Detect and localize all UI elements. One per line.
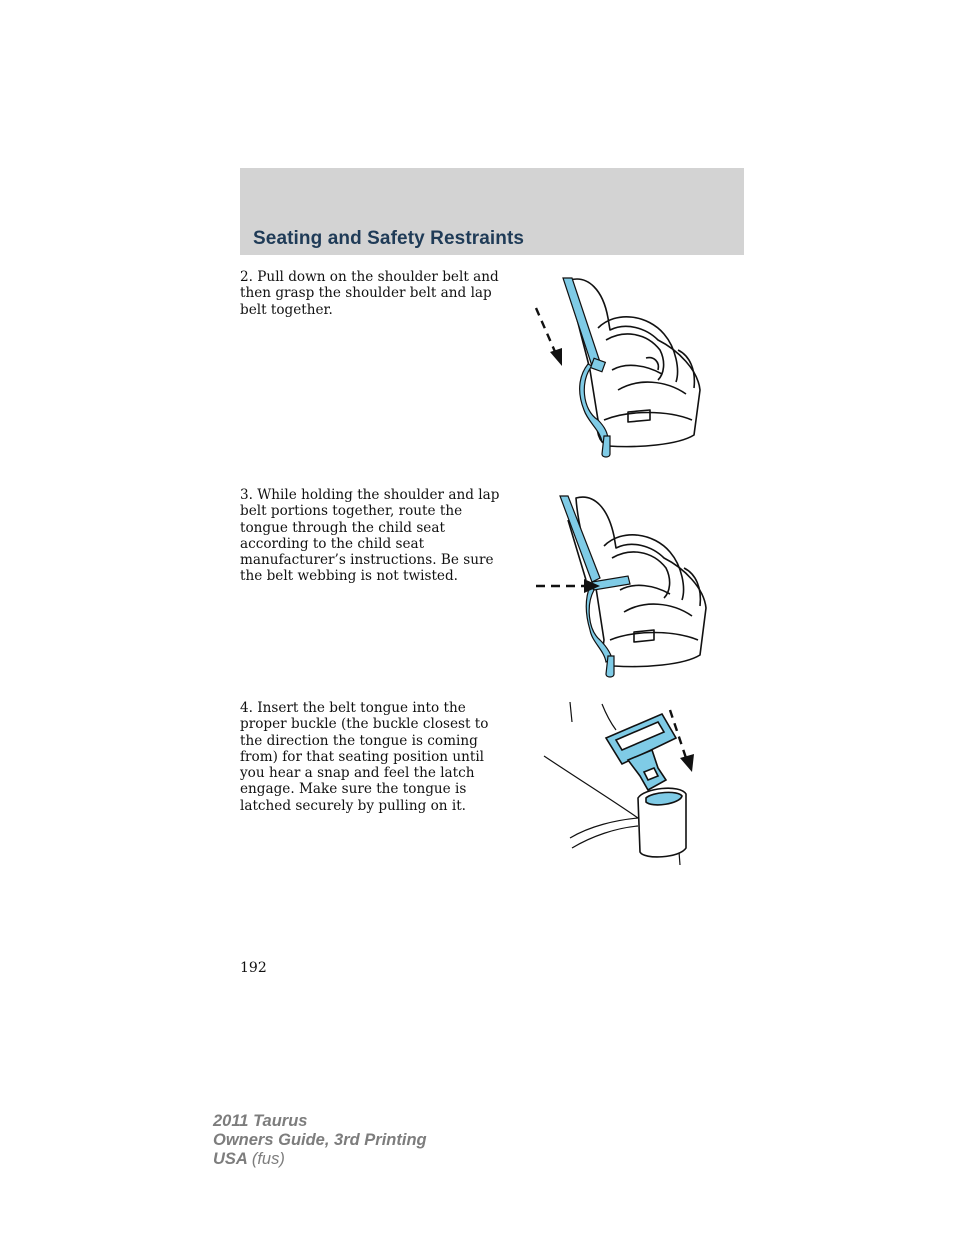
step-3-text: 3. While holding the shoulder and lap belt portions together, route the tongue through the child seat according to the child seat manufacturer’s instructions. Be sure the belt webbing is not twisted. (240, 487, 500, 585)
step-4-text: 4. Insert the belt tongue into the proper buckle (the buckle closest to the direction the tongue is coming from) for that seating position until you hear a snap and feel the latch engage. Make sure the tongue is latched securely by pulling on it. (240, 700, 489, 814)
child-seat-illustration-pull-belt (528, 270, 708, 462)
footer-region-main: USA (213, 1150, 248, 1168)
belt-tongue (606, 714, 676, 790)
footer-region-code: (fus) (251, 1150, 285, 1168)
arrow-icon (536, 308, 556, 354)
document-footer (213, 1112, 427, 1169)
page-number: 192 (240, 960, 267, 976)
buckle-housing (638, 788, 686, 857)
footer-model: 2011 Taurus (213, 1112, 308, 1130)
section-title: Seating and Safety Restraints (253, 228, 525, 249)
footer-guide: Owners Guide, 3rd Printing (213, 1131, 427, 1149)
step-2-text: 2. Pull down on the shoulder belt and then grasp the shoulder belt and lap belt together. (240, 269, 499, 318)
buckle-illustration (540, 700, 715, 865)
child-seat-illustration-route-belt (528, 490, 710, 682)
footer-region (213, 1150, 427, 1169)
